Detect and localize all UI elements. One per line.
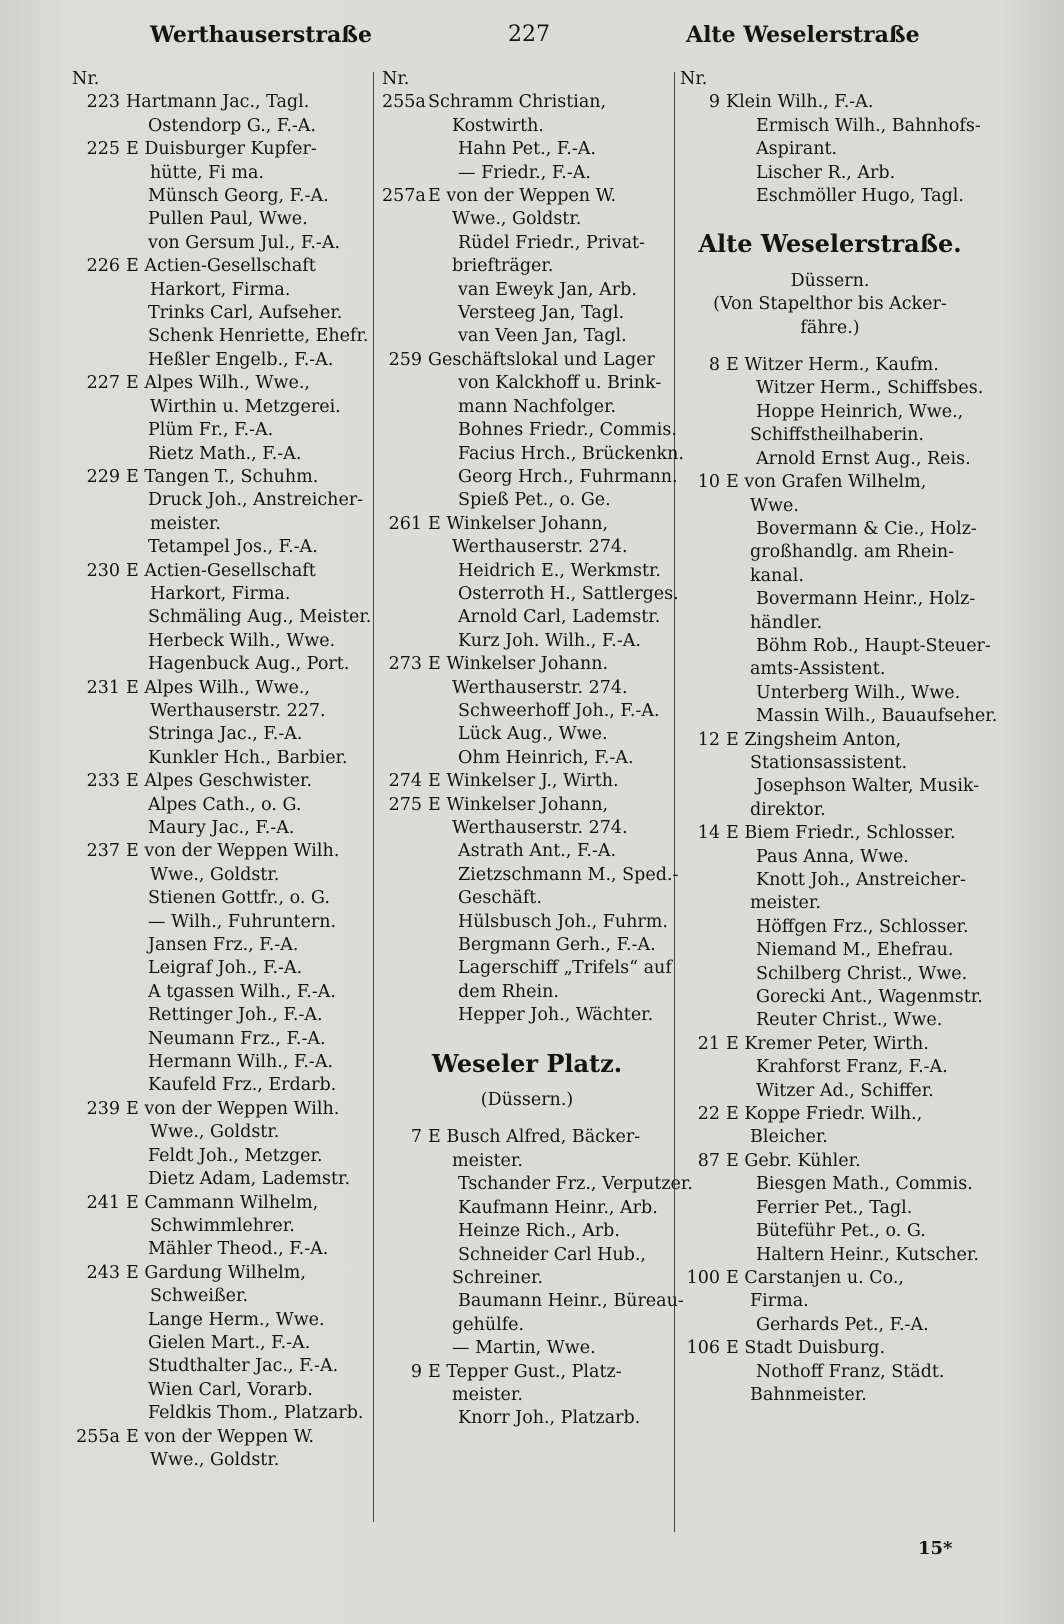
resident-entry: Krahforst Franz, F.-A. xyxy=(756,1057,948,1078)
resident-entry: Ferrier Pet., Tagl. xyxy=(756,1197,913,1218)
resident-entry: Mähler Theod., F.-A. xyxy=(148,1239,329,1260)
house-entry xyxy=(382,1126,672,1149)
section-subtitle: (Düssern.) xyxy=(480,1090,574,1111)
resident-entry: Heßler Engelb., F.-A. xyxy=(148,349,334,370)
resident-entry: Kaufmann Heinr., Arb. xyxy=(458,1197,658,1218)
resident-entry: Lagerschiff „Trifels“ auf xyxy=(458,958,672,979)
resident-text: E Zingsheim Anton, xyxy=(726,729,902,750)
house-number: 14 xyxy=(697,823,720,844)
continuation-line: meister. xyxy=(452,1150,523,1171)
resident-text: E Stadt Duisburg. xyxy=(726,1338,886,1359)
resident-entry: Dietz Adam, Lademstr. xyxy=(148,1169,351,1190)
continuation-line: Schreiner. xyxy=(452,1267,544,1288)
house-number: 7 xyxy=(410,1127,422,1148)
resident-entry: Druck Joh., Anstreicher- xyxy=(148,490,364,511)
house-number: 255a xyxy=(76,1426,120,1447)
house-number: 231 xyxy=(86,677,120,698)
resident-text: E Biem Friedr., Schlosser. xyxy=(726,823,956,844)
continuation-line: kanal. xyxy=(750,565,804,586)
resident-entry: Lück Aug., Wwe. xyxy=(458,724,608,745)
house-entry xyxy=(72,255,372,278)
resident-entry: Bohnes Friedr., Commis. xyxy=(458,420,677,441)
nr-label: Nr. xyxy=(72,69,100,89)
house-number: 275 xyxy=(388,794,422,815)
resident-entry: Facius Hrch., Brückenkn. xyxy=(458,443,684,464)
resident-entry: Paus Anna, Wwe. xyxy=(756,846,909,867)
continuation-line: amts-Assistent. xyxy=(750,659,886,680)
resident-entry: Rietz Math., F.-A. xyxy=(148,443,302,464)
continuation-line: direktor. xyxy=(750,799,826,820)
resident-text: E von Grafen Wilhelm, xyxy=(726,472,927,493)
resident-entry: Hahn Pet., F.-A. xyxy=(458,139,596,160)
resident-entry: mann Nachfolger. xyxy=(458,396,617,417)
resident-text: E Winkelser Johann. xyxy=(428,654,609,675)
resident-entry: Kurz Joh. Wilh., F.-A. xyxy=(458,630,641,651)
resident-entry: Leigraf Joh., F.-A. xyxy=(148,958,303,979)
continuation-line: Wwe. xyxy=(750,495,799,516)
resident-entry: Alpes Cath., o. G. xyxy=(148,794,302,815)
continuation-line: Wirthin u. Metzgerei. xyxy=(150,396,341,417)
resident-text: Hartmann Jac., Tagl. xyxy=(126,92,310,113)
nr-label: Nr. xyxy=(680,69,708,89)
resident-text: E Tangen T., Schuhm. xyxy=(126,466,319,487)
house-number: 87 xyxy=(697,1150,720,1171)
resident-text: E Cammann Wilhelm, xyxy=(126,1192,319,1213)
continuation-line: Wwe., Goldstr. xyxy=(150,1449,280,1470)
house-number: 237 xyxy=(86,841,120,862)
house-entry xyxy=(680,729,980,752)
resident-entry: Knorr Joh., Platzarb. xyxy=(458,1408,641,1429)
resident-entry: Rettinger Joh., F.-A. xyxy=(148,1005,323,1026)
resident-entry: — Friedr., F.-A. xyxy=(458,162,591,183)
house-number: 273 xyxy=(388,654,422,675)
house-number: 10 xyxy=(697,472,720,493)
house-entry xyxy=(382,770,672,793)
continuation-line: Bleicher. xyxy=(750,1127,828,1148)
continuation-line: Werthauserstr. 274. xyxy=(452,537,628,558)
continuation-line: Schiffstheilhaberin. xyxy=(750,425,924,446)
house-entry xyxy=(382,1361,672,1384)
resident-entry: Spieß Pet., o. Ge. xyxy=(458,490,611,511)
resident-text: E Kremer Peter, Wirth. xyxy=(726,1033,929,1054)
house-entry xyxy=(72,677,372,700)
continuation-line: händler. xyxy=(750,612,823,633)
resident-entry: Tschander Frz., Verputzer. xyxy=(458,1174,693,1195)
house-entry xyxy=(72,1192,372,1215)
resident-text: E Alpes Wilh., Wwe., xyxy=(126,373,310,394)
house-number: 12 xyxy=(697,729,720,750)
resident-entry: Astrath Ant., F.-A. xyxy=(458,841,617,862)
house-entry xyxy=(72,138,372,161)
resident-text: E Witzer Herm., Kaufm. xyxy=(726,355,939,376)
continuation-line: meister. xyxy=(750,893,821,914)
resident-entry: Hagenbuck Aug., Port. xyxy=(148,654,350,675)
house-number: 233 xyxy=(86,771,120,792)
house-entry xyxy=(680,822,980,845)
resident-text: E Winkelser J., Wirth. xyxy=(428,771,619,792)
house-entry xyxy=(72,91,372,114)
resident-text: E Busch Alfred, Bäcker- xyxy=(428,1127,641,1148)
resident-entry: Haltern Heinr., Kutscher. xyxy=(756,1244,979,1265)
house-number: 227 xyxy=(86,373,120,394)
continuation-line: Werthauserstr. 274. xyxy=(452,677,628,698)
house-number: 106 xyxy=(686,1338,720,1359)
resident-entry: Massin Wilh., Bauaufseher. xyxy=(756,706,998,727)
resident-entry: Rüdel Friedr., Privat- xyxy=(458,232,645,253)
resident-entry: Schneider Carl Hub., xyxy=(458,1244,646,1265)
column-1 xyxy=(72,68,372,1472)
resident-entry: Plüm Fr., F.-A. xyxy=(148,420,274,441)
continuation-line: gehülfe. xyxy=(452,1314,525,1335)
house-number: 274 xyxy=(388,771,422,792)
column-2-list-b xyxy=(382,1126,693,1430)
resident-entry: A tgassen Wilh., F.-A. xyxy=(148,981,336,1002)
header-right-street: Alte Weselerstraße xyxy=(686,22,920,48)
resident-entry: von Kalckhoff u. Brink- xyxy=(458,373,662,394)
resident-entry: Böhm Rob., Haupt-Steuer- xyxy=(756,635,991,656)
continuation-line: großhandlg. am Rhein- xyxy=(750,542,955,563)
resident-entry: Eschmöller Hugo, Tagl. xyxy=(756,186,964,207)
resident-entry: Biesgen Math., Commis. xyxy=(756,1174,973,1195)
resident-entry: Hepper Joh., Wächter. xyxy=(458,1005,654,1026)
resident-entry: Schweerhoff Joh., F.-A. xyxy=(458,700,660,721)
resident-entry: Lange Herm., Wwe. xyxy=(148,1309,325,1330)
house-entry xyxy=(680,354,980,377)
house-number: 241 xyxy=(86,1192,120,1213)
resident-entry: Gielen Mart., F.-A. xyxy=(148,1332,311,1353)
resident-entry: Bovermann & Cie., Holz- xyxy=(756,518,977,539)
resident-entry: van Eweyk Jan, Arb. xyxy=(458,279,637,300)
continuation-line: Werthauserstr. 274. xyxy=(452,818,628,838)
resident-text: E Koppe Friedr. Wilh., xyxy=(726,1104,923,1125)
continuation-line: Kostwirth. xyxy=(452,115,544,136)
continuation-line: meister. xyxy=(150,513,221,534)
resident-entry: Heinze Rich., Arb. xyxy=(458,1221,620,1242)
house-number: 230 xyxy=(86,560,120,581)
resident-entry: Baumann Heinr., Büreau- xyxy=(458,1291,684,1312)
column-2 xyxy=(382,68,693,1431)
spacer xyxy=(680,340,980,354)
house-number: 255a xyxy=(382,92,426,113)
continuation-line: Harkort, Firma. xyxy=(150,583,291,604)
resident-entry: Kaufeld Frz., Erdarb. xyxy=(148,1075,337,1096)
house-entry xyxy=(72,1426,372,1449)
resident-entry: Ostendorp G., F.-A. xyxy=(148,115,316,136)
resident-entry: Gorecki Ant., Wagenmstr. xyxy=(756,987,983,1008)
house-number: 239 xyxy=(86,1098,120,1119)
resident-entry: Schilberg Christ., Wwe. xyxy=(756,963,968,984)
page-number: 227 xyxy=(508,22,550,47)
resident-entry: van Veen Jan, Tagl. xyxy=(458,326,627,347)
resident-entry: Gerhards Pet., F.-A. xyxy=(756,1314,929,1335)
continuation-line: Stationsassistent. xyxy=(750,752,908,773)
house-entry xyxy=(382,91,672,114)
resident-entry: Hermann Wilh., F.-A. xyxy=(148,1052,334,1073)
column-divider xyxy=(373,72,374,1522)
resident-text: Geschäftslokal und Lager xyxy=(428,349,655,370)
nr-label: Nr. xyxy=(382,69,410,89)
resident-entry: Arnold Ernst Aug., Reis. xyxy=(756,448,971,469)
resident-entry: Hülsbusch Joh., Fuhrm. xyxy=(458,911,668,932)
section-title-alte-weselerstrasse: Alte Weselerstraße. xyxy=(698,229,962,259)
continuation-line: Firma. xyxy=(750,1291,809,1312)
continuation-line: Bahnmeister. xyxy=(750,1384,867,1405)
resident-entry: Studthalter Jac., F.-A. xyxy=(148,1356,339,1377)
resident-entry: Josephson Walter, Musik- xyxy=(756,776,980,797)
house-number: 223 xyxy=(86,92,120,113)
house-entry xyxy=(680,1103,980,1126)
resident-text: E Actien-Gesellschaft xyxy=(126,256,316,277)
resident-text: E Actien-Gesellschaft xyxy=(126,560,316,581)
house-entry xyxy=(72,372,372,395)
resident-entry: Büteführ Pet., o. G. xyxy=(756,1221,926,1242)
resident-entry: Stringa Jac., F.-A. xyxy=(148,724,303,745)
house-number: 229 xyxy=(86,466,120,487)
resident-entry: Georg Hrch., Fuhrmann. xyxy=(458,466,678,487)
section-subtitle-2: (Von Stapelthor bis Acker- xyxy=(713,294,947,315)
header-left-street: Werthauserstraße xyxy=(150,22,372,48)
house-number: 100 xyxy=(686,1267,720,1288)
house-number: 9 xyxy=(410,1361,422,1382)
resident-entry: Schmäling Aug., Meister. xyxy=(148,607,372,628)
continuation-line: Wwe., Goldstr. xyxy=(150,1122,280,1143)
house-entry xyxy=(680,91,980,114)
continuation-line: Wwe., Goldstr. xyxy=(150,864,280,885)
resident-entry: Wien Carl, Vorarb. xyxy=(148,1379,313,1400)
section-subtitle-1: Düssern. xyxy=(790,270,870,291)
resident-entry: Schenk Henriette, Ehefr. xyxy=(148,326,369,347)
house-number: 259 xyxy=(388,349,422,370)
column-3-list-a xyxy=(680,91,980,208)
resident-entry: Zietzschmann M., Sped.- xyxy=(458,864,679,885)
resident-text: E Winkelser Johann, xyxy=(428,794,609,815)
resident-entry: Ohm Heinrich, F.-A. xyxy=(458,747,634,768)
house-number: 22 xyxy=(697,1104,720,1125)
house-entry xyxy=(72,840,372,863)
continuation-line: briefträger. xyxy=(452,256,554,277)
house-entry xyxy=(382,349,672,372)
resident-entry: Tetampel Jos., F.-A. xyxy=(148,537,318,558)
resident-entry: von Gersum Jul., F.-A. xyxy=(148,232,341,253)
resident-text: E von der Weppen W. xyxy=(126,1426,315,1447)
resident-text: E Winkelser Johann, xyxy=(428,513,609,534)
house-number: 243 xyxy=(86,1262,120,1283)
resident-entry: Bergmann Gerh., F.-A. xyxy=(458,935,656,956)
resident-entry: Reuter Christ., Wwe. xyxy=(756,1010,943,1031)
house-entry xyxy=(72,770,372,793)
resident-entry: Ermisch Wilh., Bahnhofs- xyxy=(756,115,981,136)
signature-mark: 15* xyxy=(918,1538,953,1559)
house-entry xyxy=(680,1150,980,1173)
continuation-line: Harkort, Firma. xyxy=(150,279,291,300)
resident-entry: Knott Joh., Anstreicher- xyxy=(756,870,966,890)
resident-entry: Geschäft. xyxy=(458,888,542,909)
resident-text: E Duisburger Kupfer- xyxy=(126,139,317,160)
column-3-list-b xyxy=(680,354,998,1407)
resident-entry: Stienen Gottfr., o. G. xyxy=(148,888,330,909)
continuation-line: meister. xyxy=(452,1384,523,1405)
resident-entry: Bovermann Heinr., Holz- xyxy=(756,589,976,610)
resident-entry: Höffgen Frz., Schlosser. xyxy=(756,916,969,937)
resident-entry: Münsch Georg, F.-A. xyxy=(148,186,329,207)
resident-entry: Maury Jac., F.-A. xyxy=(148,818,295,838)
resident-entry: Witzer Herm., Schiffsbes. xyxy=(756,378,984,399)
house-entry xyxy=(382,185,672,208)
resident-entry: Arnold Carl, Lademstr. xyxy=(458,607,661,628)
column-1-list xyxy=(72,91,372,1472)
resident-entry: Trinks Carl, Aufseher. xyxy=(148,303,343,324)
house-entry xyxy=(72,560,372,583)
house-number: 225 xyxy=(86,139,120,160)
resident-entry: Witzer Ad., Schiffer. xyxy=(756,1080,934,1101)
continuation-line: Schwimmlehrer. xyxy=(150,1215,295,1236)
resident-text: E von der Weppen W. xyxy=(428,186,617,207)
column-3 xyxy=(680,68,998,1407)
resident-text: E Alpes Wilh., Wwe., xyxy=(126,677,310,698)
resident-entry: Heidrich E., Werkmstr. xyxy=(458,560,661,581)
continuation-line: — Martin, Wwe. xyxy=(452,1338,596,1359)
resident-entry: Pullen Paul, Wwe. xyxy=(148,209,308,230)
house-entry xyxy=(680,471,980,494)
resident-entry: Feldt Joh., Metzger. xyxy=(148,1145,323,1166)
resident-entry: Jansen Frz., F.-A. xyxy=(148,935,299,956)
section-subtitle-3: fähre.) xyxy=(800,317,860,338)
spacer xyxy=(382,1112,672,1126)
resident-text: E Tepper Gust., Platz- xyxy=(428,1361,622,1382)
resident-entry: Kunkler Hch., Barbier. xyxy=(148,747,348,768)
house-entry xyxy=(382,794,672,817)
house-number: 261 xyxy=(388,513,422,534)
resident-text: Klein Wilh., F.-A. xyxy=(726,92,874,113)
resident-text: E Gardung Wilhelm, xyxy=(126,1262,306,1283)
resident-entry: Nothoff Franz, Städt. xyxy=(756,1361,945,1382)
resident-entry: Unterberg Wilh., Wwe. xyxy=(756,682,961,703)
continuation-line: hütte, Fi ma. xyxy=(150,162,264,183)
resident-text: E von der Weppen Wilh. xyxy=(126,841,340,862)
resident-entry: — Wilh., Fuhruntern. xyxy=(148,911,337,932)
house-entry xyxy=(680,1267,980,1290)
continuation-line: Schweißer. xyxy=(150,1286,249,1307)
resident-entry: Niemand M., Ehefrau. xyxy=(756,940,954,961)
resident-entry: Lischer R., Arb. xyxy=(756,162,896,183)
house-entry xyxy=(680,1033,980,1056)
resident-entry: Hoppe Heinrich, Wwe., xyxy=(756,401,964,422)
resident-text: E Gebr. Kühler. xyxy=(726,1150,861,1171)
house-number: 257a xyxy=(382,186,426,207)
column-2-list-a xyxy=(382,91,684,1027)
house-entry xyxy=(382,513,672,536)
resident-entry: Feldkis Thom., Platzarb. xyxy=(148,1403,364,1424)
resident-text: E Alpes Geschwister. xyxy=(126,771,313,792)
house-entry xyxy=(680,1337,980,1360)
section-title-weseler-platz: Weseler Platz. xyxy=(431,1048,623,1078)
house-entry xyxy=(72,1262,372,1285)
continuation-line: Wwe., Goldstr. xyxy=(452,209,582,230)
resident-entry: Versteeg Jan, Tagl. xyxy=(458,303,625,324)
resident-entry: Herbeck Wilh., Wwe. xyxy=(148,630,336,651)
house-number: 9 xyxy=(708,92,720,113)
resident-entry: Aspirant. xyxy=(756,139,838,160)
resident-text: E von der Weppen Wilh. xyxy=(126,1098,340,1119)
house-entry xyxy=(72,466,372,489)
resident-text: E Carstanjen u. Co., xyxy=(726,1267,904,1288)
house-entry xyxy=(72,1098,372,1121)
resident-entry: Osterroth H., Sattlerges. xyxy=(458,583,679,604)
continuation-line: Werthauserstr. 227. xyxy=(150,700,326,721)
house-number: 8 xyxy=(708,355,720,376)
resident-text: Schramm Christian, xyxy=(428,92,607,113)
house-number: 21 xyxy=(697,1033,720,1054)
resident-entry: dem Rhein. xyxy=(458,981,559,1002)
house-number: 226 xyxy=(86,256,120,277)
resident-entry: Neumann Frz., F.-A. xyxy=(148,1028,326,1049)
house-entry xyxy=(382,653,672,676)
